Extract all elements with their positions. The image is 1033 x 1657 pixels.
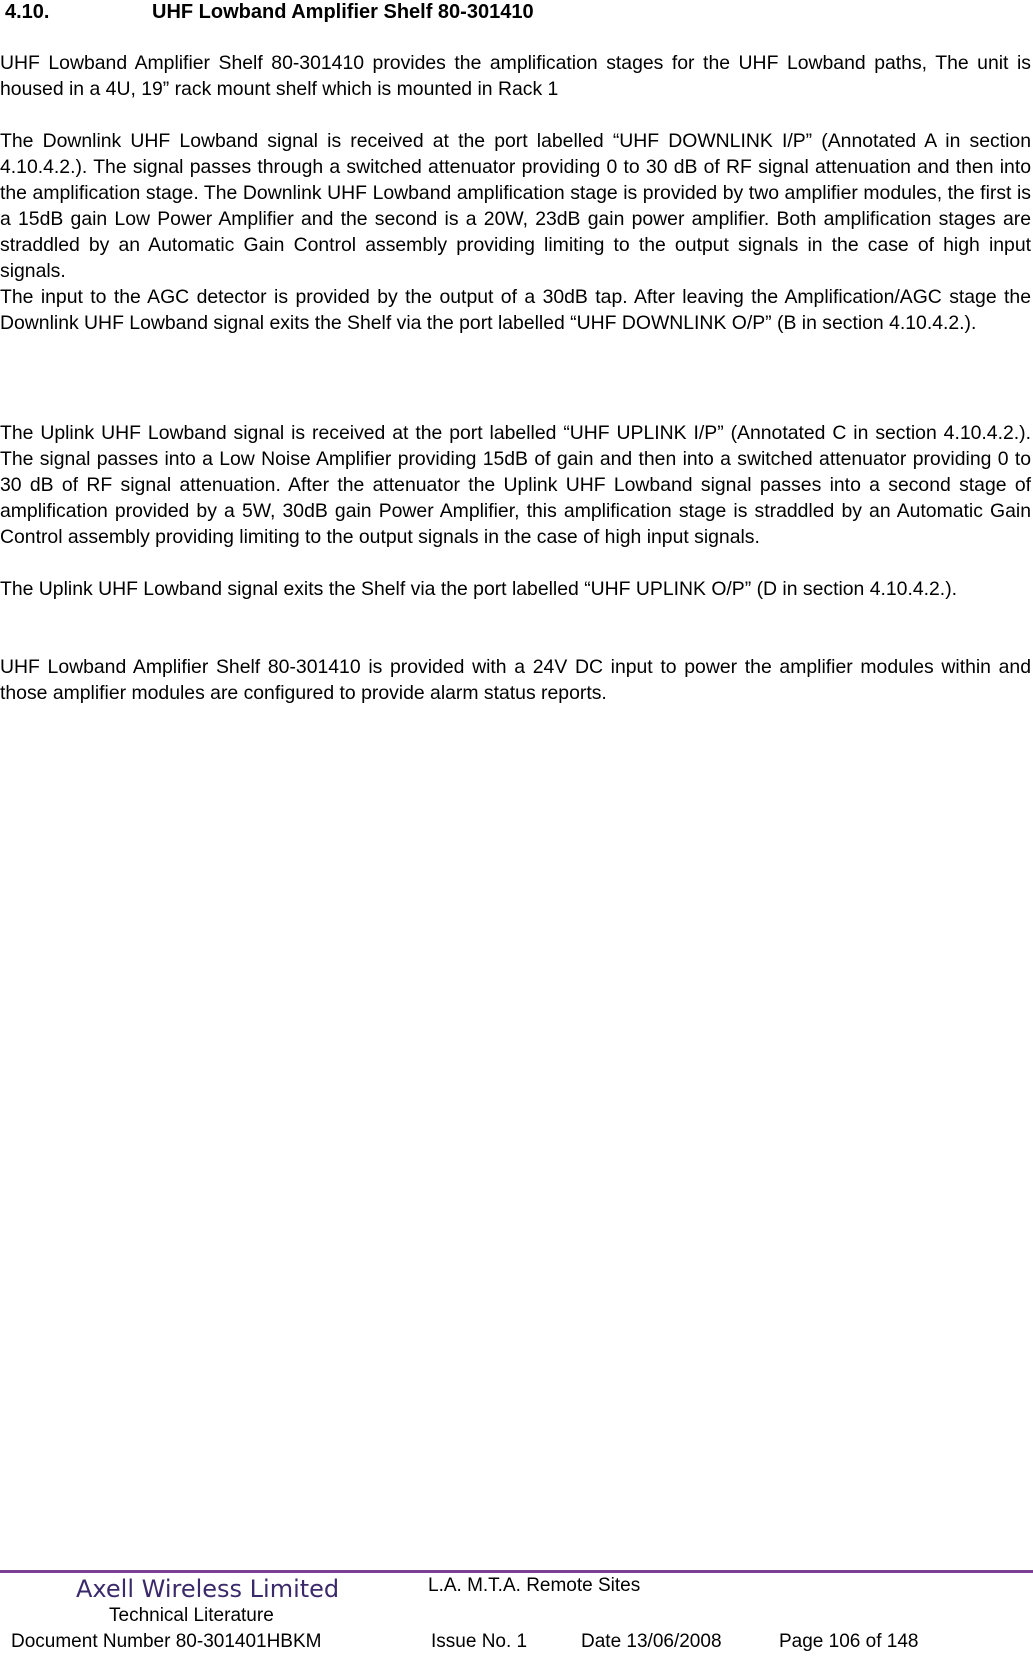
section-number: 4.10. — [5, 1, 50, 23]
footer-document-number: Document Number 80-301401HBKM — [11, 1631, 322, 1652]
footer-issue: Issue No. 1 — [431, 1631, 528, 1652]
paragraph-uplink: The Uplink UHF Lowband signal is received at the port labelled “UHF UPLINK I/P” (Annotated C in section 4.10.4.2.). The signal passes into a Low Noise Amplifier providing 15dB of gain and then into a switched attenuator providing 0 to 30 dB of RF signal attenuation. After the attenuator the Uplink UHF Lowband signal passes into a second stage of amplification provided by a 5W, 30dB gain Power Amplifier, this amplification stage is straddled by an Automatic Gain Control assembly providing limiting to the output signals in the case of high input signals. — [0, 422, 1031, 548]
paragraph-power: UHF Lowband Amplifier Shelf 80-301410 is provided with a 24V DC input to power the amplifier modules within and those amplifier modules are configured to provide alarm status reports. — [0, 656, 1031, 704]
section-heading — [5, 0, 534, 24]
section-title: UHF Lowband Amplifier Shelf 80-301410 — [152, 1, 534, 23]
footer-literature: Technical Literature — [109, 1605, 274, 1626]
footer-divider — [0, 1570, 1033, 1573]
footer-page-number: Page 106 of 148 — [779, 1631, 919, 1652]
paragraph-uplink-exit: The Uplink UHF Lowband signal exits the Shelf via the port labelled “UHF UPLINK O/P” (D in section 4.10.4.2.). — [0, 578, 958, 600]
footer-company-logo: Axell Wireless Limited — [76, 1575, 340, 1603]
footer-date: Date 13/06/2008 — [581, 1631, 722, 1652]
footer-subtitle: L.A. M.T.A. Remote Sites — [428, 1575, 641, 1596]
paragraph-agc-detector: The input to the AGC detector is provided by the output of a 30dB tap. After leaving the Amplification/AGC stage the Downlink UHF Lowband signal exits the Shelf via the port labelled “UHF DOWNLINK O/P” (B in section 4.10.4.2.). — [0, 286, 1031, 334]
paragraph-overview: UHF Lowband Amplifier Shelf 80-301410 provides the amplification stages for the UHF Lowband paths, The unit is housed in a 4U, 19” rack mount shelf which is mounted in Rack 1 — [0, 52, 1031, 100]
paragraph-downlink: The Downlink UHF Lowband signal is received at the port labelled “UHF DOWNLINK I/P” (Annotated A in section 4.10.4.2.). The signal passes through a switched attenuator providing 0 to 30 dB of RF signal attenuation and then into the amplification stage. The Downlink UHF Lowband amplification stage is provided by two amplifier modules, the first is a 15dB gain Low Power Amplifier and the second is a 20W, 23dB gain power amplifier. Both amplification stages are straddled by an Automatic Gain Control assembly providing limiting to the output signals in the case of high input signals. — [0, 130, 1031, 282]
